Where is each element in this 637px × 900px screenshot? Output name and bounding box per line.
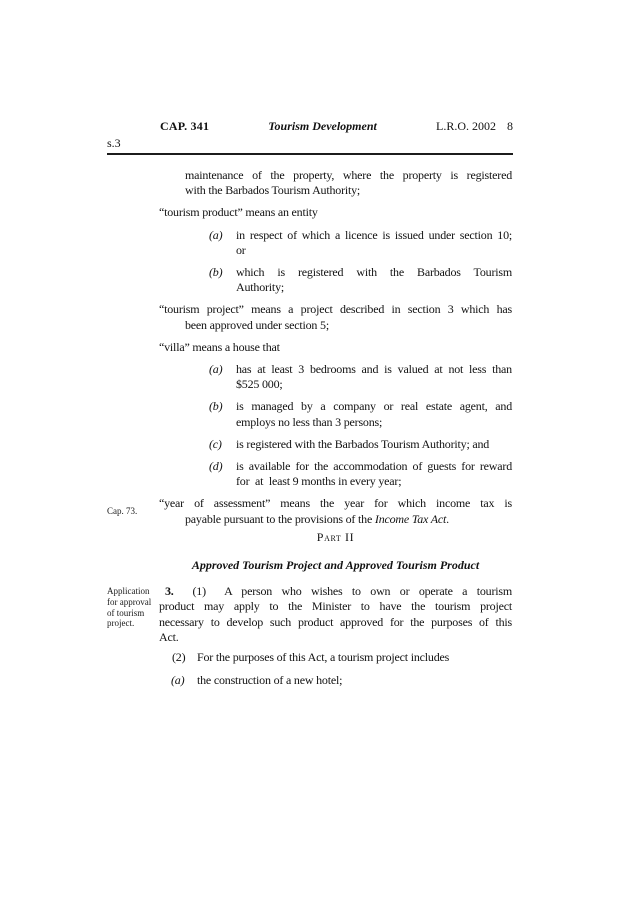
text-line <box>159 584 512 599</box>
text-line: necessary to develop such product approved for the purposes of this <box>159 614 512 629</box>
item-label: (b) <box>209 399 223 414</box>
margin-note-line: for approval <box>107 596 152 607</box>
list-item-c <box>159 437 512 452</box>
section-number: 3. <box>165 584 174 599</box>
revision-info <box>436 119 513 134</box>
text-line: with the Barbados Tourism Authority; <box>185 183 361 198</box>
text-line: $525 000; <box>236 377 283 392</box>
text-line: which is registered with the Barbados Tourism <box>236 265 512 280</box>
item-label: (c) <box>209 436 222 451</box>
subsection-label: (2) <box>172 650 186 665</box>
item-label: (b) <box>209 265 223 280</box>
text-line: maintenance of the property, where the property is registered <box>185 168 512 182</box>
text-line: or <box>236 242 246 257</box>
page-number: 8 <box>507 119 513 133</box>
definition-tourism-product <box>159 205 512 220</box>
text-line: the construction of a new hotel; <box>197 673 343 688</box>
list-item-a <box>159 362 512 392</box>
definition-villa <box>159 340 512 355</box>
text-segment: (1) A person who wishes to own or operate a tourism <box>173 584 512 599</box>
item-label: (a) <box>209 362 223 377</box>
item-text <box>236 459 512 489</box>
text-line: employs no less than 3 persons; <box>236 414 383 429</box>
definition-tourism-project <box>159 302 512 332</box>
chapter-number: CAP. 341 <box>160 119 210 133</box>
list-item-a <box>159 228 512 258</box>
text-line: in respect of which a licence is issued under section 10; <box>236 227 512 242</box>
text-line: product may apply to the Minister to have the tourism project <box>159 599 512 614</box>
cited-act-title: Income Tax Act <box>374 511 447 526</box>
text-line: has at least 3 bedrooms and is valued at not less than <box>236 362 512 377</box>
section-reference: s.3 <box>107 136 121 150</box>
part-subtitle: Approved Tourism Project and Approved Tourism Product <box>191 558 480 573</box>
body-text <box>159 168 512 688</box>
text-line: “year of assessment” means the year for which income tax is <box>159 496 512 511</box>
header-rule <box>107 153 513 155</box>
text-segment: . <box>446 511 449 526</box>
page-header <box>107 119 513 134</box>
text-line: “villa” means a house that <box>159 339 280 354</box>
text-line: Authority; <box>236 280 284 295</box>
section-3-paragraph <box>159 584 512 645</box>
text-line: is managed by a company or real estate agent, and <box>236 399 512 414</box>
item-text <box>236 265 512 295</box>
lro-label: L.R.O. 2002 <box>436 119 496 133</box>
item-text <box>236 399 512 429</box>
margin-note-line: Application <box>107 586 150 596</box>
text-line: “tourism project” means a project described in section 3 which has <box>159 302 512 317</box>
definition-year-of-assessment <box>159 496 512 526</box>
act-title: Tourism Development <box>268 119 377 133</box>
list-item-b <box>159 399 512 429</box>
item-text <box>236 437 512 452</box>
paragraph-maintenance <box>185 168 512 198</box>
list-item-b <box>159 265 512 295</box>
margin-note-cap73: Cap. 73. <box>107 506 138 516</box>
text-segment: payable pursuant to the provisions of the <box>185 511 375 526</box>
text-line: for at least 9 months in every year; <box>236 474 402 489</box>
item-label: (d) <box>209 459 223 474</box>
text-line: is available for the accommodation of guests for reward <box>236 459 512 474</box>
margin-note-line: project. <box>107 618 135 629</box>
item-label: (a) <box>171 673 185 688</box>
subsection-2 <box>159 650 512 665</box>
margin-note-application <box>107 586 159 629</box>
text-line: been approved under section 5; <box>185 317 329 332</box>
text-line <box>185 512 512 527</box>
list-item-d <box>159 459 512 489</box>
text-line: Act. <box>159 629 179 644</box>
margin-note-line: of tourism <box>107 607 145 618</box>
subsection-2-item-a <box>159 673 512 688</box>
text-line: For the purposes of this Act, a tourism project includes <box>197 650 450 665</box>
item-text <box>236 362 512 392</box>
part-heading: Part II <box>316 529 355 544</box>
item-label: (a) <box>209 227 223 242</box>
text-line: “tourism product” means an entity <box>159 205 318 220</box>
text-line: is registered with the Barbados Tourism Authority; and <box>236 436 490 451</box>
item-text <box>236 228 512 258</box>
